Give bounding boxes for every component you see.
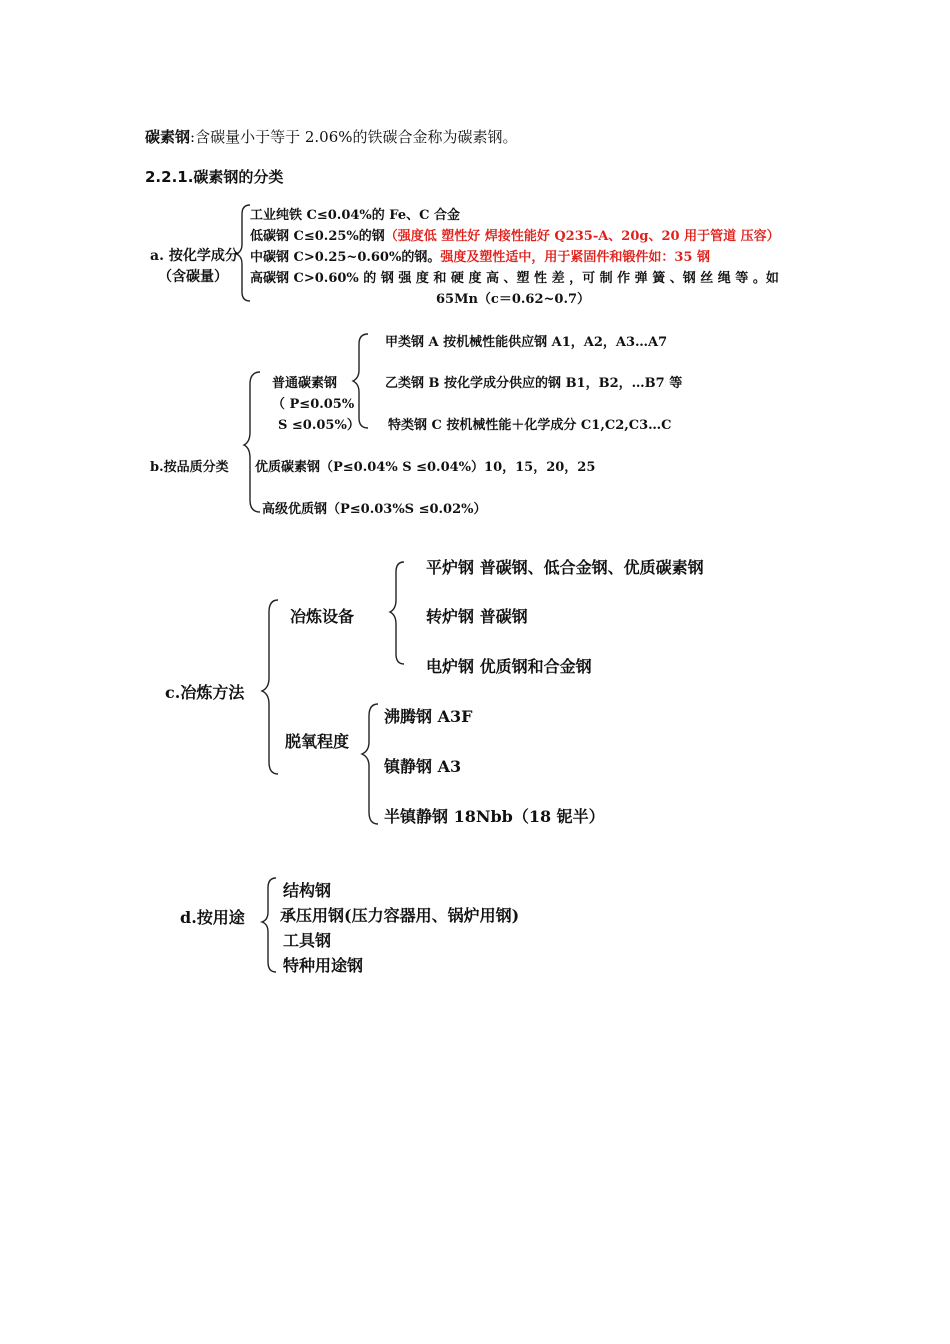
c-deoxidation-label: 脱氧程度 <box>285 732 350 751</box>
brace-c-deoxidation <box>362 704 378 824</box>
b-high-quality-steel: 高级优质钢（P≤0.03%S ≤0.02%） <box>262 502 487 517</box>
c-deox-killed: 镇静钢 A3 <box>384 757 462 776</box>
intro-definition: 含碳量小于等于 2.06%的铁碳合金称为碳素钢。 <box>195 128 518 146</box>
intro-term: 碳素钢 <box>145 128 191 146</box>
a-item-medium-carbon-note: 强度及塑性适中，用于紧固件和锻件如：35 钢 <box>440 250 710 265</box>
b-sub-class-b: 乙类钢 B 按化学成分供应的钢 B1，B2，…B7 等 <box>385 376 683 391</box>
c-label: c.冶炼方法 <box>165 683 245 702</box>
a-item-low-carbon-note: （强度低 塑性好 焊接性能好 Q235-A、20g、20 用于管道 压容） <box>384 229 780 244</box>
a-item-high-carbon-example: 65Mn（c＝0.62~0.7） <box>436 292 591 307</box>
a-item-pure-iron: 工业纯铁 C≤0.04%的 Fe、C 合金 <box>250 208 460 223</box>
a-label-line2: （含碳量） <box>158 269 228 285</box>
c-equipment-converter: 转炉钢 普碳钢 <box>426 607 528 626</box>
brace-c <box>262 600 278 774</box>
a-item-low-carbon: 低碳钢 C≤0.25%的钢（强度低 塑性好 焊接性能好 Q235-A、20g、20 用于管道 压容） <box>250 229 780 244</box>
a-item-high-carbon: 高碳钢 C>0.60% 的 钢 强 度 和 硬 度 高 、塑 性 差 ，可 制 作 弹 簧 、钢 丝 绳 等 。如 <box>250 271 779 286</box>
b-quality-steel: 优质碳素钢（P≤0.04% S ≤0.04%）10，15，20，25 <box>255 460 596 475</box>
c-equipment-electric: 电炉钢 优质钢和合金钢 <box>426 657 592 676</box>
b-sub-class-c: 特类钢 C 按机械性能＋化学成分 C1,C2,C3…C <box>388 418 672 433</box>
d-item-pressure: 承压用钢(压力容器用、锅炉用钢) <box>280 906 520 925</box>
b-label: b.按品质分类 <box>150 460 229 475</box>
d-item-special: 特种用途钢 <box>283 956 364 975</box>
section-title: 2.2.1.碳素钢的分类 <box>145 168 284 186</box>
brace-d <box>262 878 276 972</box>
b-common-line2: （ P≤0.05% <box>272 397 355 412</box>
a-label-line1: a. 按化学成分 <box>150 248 239 264</box>
c-deox-rimmed: 沸腾钢 A3F <box>384 707 473 726</box>
c-equipment-label: 冶炼设备 <box>290 607 355 626</box>
d-item-tool: 工具钢 <box>283 931 332 950</box>
d-label: d.按用途 <box>180 908 245 927</box>
b-common-line3: S ≤0.05%） <box>278 418 360 433</box>
c-deox-semi-killed: 半镇静钢 18Nbb（18 铌半） <box>384 807 605 826</box>
a-item-medium-carbon: 中碳钢 C>0.25~0.60%的钢。强度及塑性适中，用于紧固件和锻件如：35 钢 <box>250 250 710 265</box>
intro-colon: : <box>190 128 196 146</box>
brace-c-equipment <box>390 562 404 664</box>
brace-b <box>244 372 260 512</box>
b-sub-class-a: 甲类钢 A 按机械性能供应钢 A1，A2，A3…A7 <box>385 335 668 350</box>
d-item-structural: 结构钢 <box>283 881 332 900</box>
b-common-line1: 普通碳素钢 <box>272 376 338 391</box>
c-equipment-open-hearth: 平炉钢 普碳钢、低合金钢、优质碳素钢 <box>426 558 704 577</box>
